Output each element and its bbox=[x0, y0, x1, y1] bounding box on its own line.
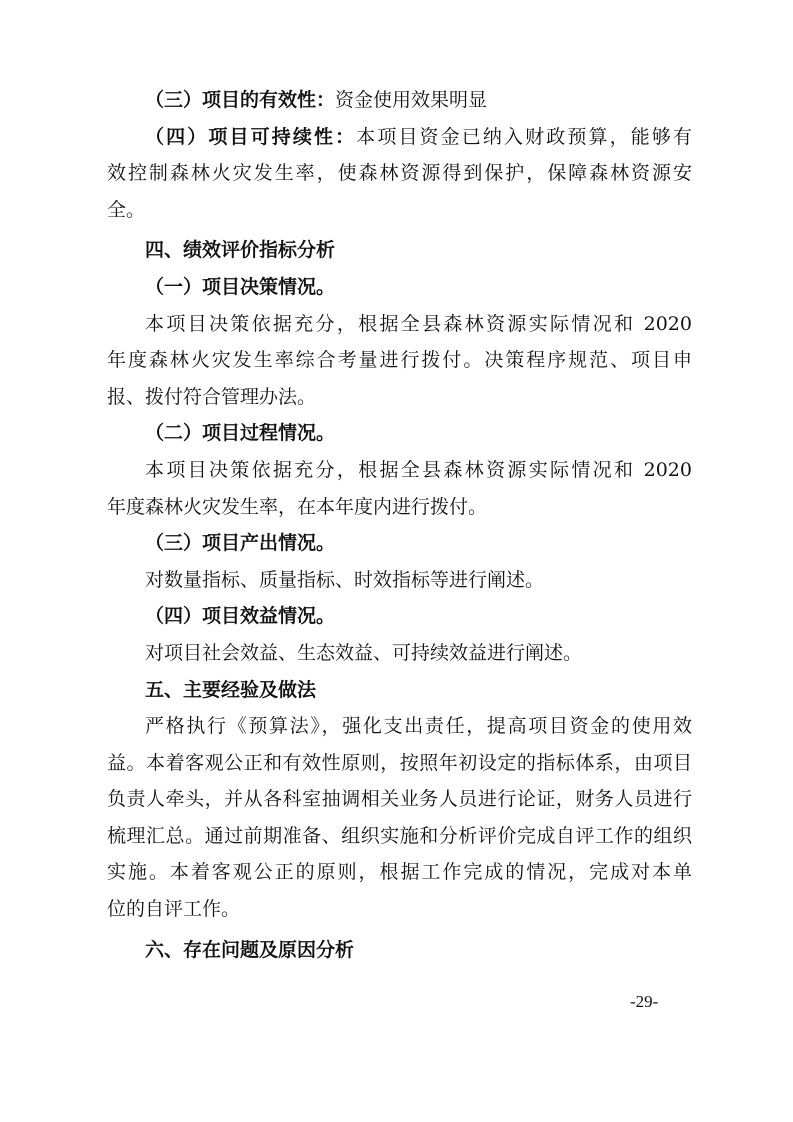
principle-effectiveness-text: 资金使用效果明显 bbox=[335, 89, 488, 111]
paragraph-line: 对项目社会效益、生态效益、可持续效益进行阐述。 bbox=[145, 641, 583, 664]
document-body bbox=[107, 82, 692, 968]
paragraph-line: 本项目决策依据充分，根据全县森林资源实际情况和 2020 bbox=[145, 458, 692, 481]
subsection-heading-benefit: （四）项目效益情况。 bbox=[145, 605, 336, 628]
paragraph-line: 年度森林火灾发生率综合考量进行拨付。决策程序规范、项目申 bbox=[107, 349, 692, 372]
principle-effectiveness bbox=[107, 82, 692, 119]
paragraph-line: 报、拨付符合管理办法。 bbox=[107, 385, 317, 408]
principle-effectiveness-heading: （三）项目的有效性： bbox=[145, 89, 336, 111]
paragraph-line: 年度森林火灾发生率，在本年度内进行拨付。 bbox=[107, 495, 488, 518]
paragraph-line: 效控制森林火灾发生率，使森林资源得到保护，保障森林资源安 bbox=[107, 162, 692, 185]
paragraph-line: 实施。本着客观公正的原则，根据工作完成的情况，完成对本单 bbox=[107, 861, 692, 884]
subsection-heading-output: （三）项目产出情况。 bbox=[145, 532, 336, 555]
subsection-heading-process: （二）项目过程情况。 bbox=[145, 422, 336, 445]
principle-sustainability bbox=[107, 119, 692, 156]
paragraph-line: 对数量指标、质量指标、时效指标等进行阐述。 bbox=[145, 568, 545, 591]
section-heading-6: 六、存在问题及原因分析 bbox=[145, 938, 355, 961]
paragraph-line: 本项目决策依据充分，根据全县森林资源实际情况和 2020 bbox=[145, 312, 692, 335]
section-heading-4: 四、绩效评价指标分析 bbox=[145, 239, 336, 262]
paragraph-line: 梳理汇总。通过前期准备、组织实施和分析评价完成自评工作的组织 bbox=[107, 824, 692, 847]
principle-sustainability-heading: （四）项目可持续性： bbox=[145, 125, 357, 148]
section-heading-5: 五、主要经验及做法 bbox=[145, 678, 317, 701]
paragraph-line: 严格执行《预算法》，强化支出责任，提高项目资金的使用效 bbox=[145, 715, 692, 738]
paragraph-line: 全。 bbox=[107, 198, 146, 221]
paragraph-line: 益。本着客观公正和有效性原则，按照年初设定的指标体系，由项目 bbox=[107, 751, 692, 774]
principle-sustainability-text: 本项目资金已纳入财政预算，能够有 bbox=[356, 125, 692, 148]
paragraph-line: 位的自评工作。 bbox=[107, 898, 241, 921]
page-number: -29- bbox=[630, 992, 659, 1011]
subsection-heading-decision: （一）项目决策情况。 bbox=[145, 275, 336, 298]
paragraph-line: 负责人牵头，并从各科室抽调相关业务人员进行论证，财务人员进行 bbox=[107, 788, 692, 811]
